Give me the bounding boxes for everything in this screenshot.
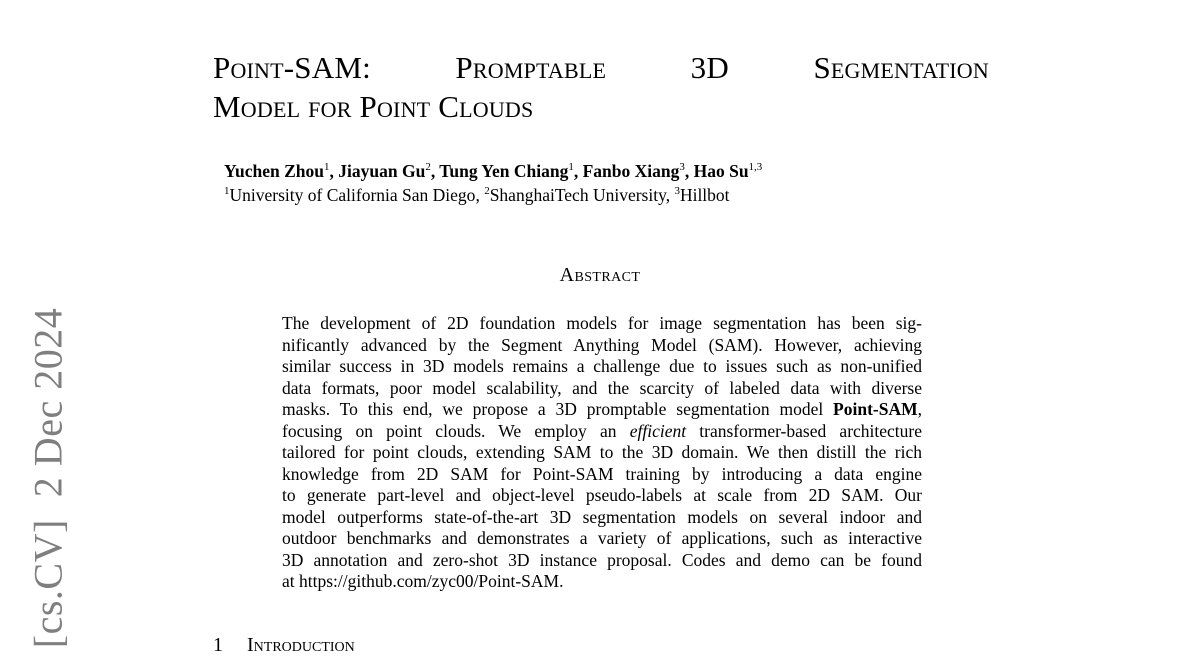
title-line-2: Model for Point Clouds [213, 89, 534, 124]
abstract-line: model outperforms state-of-the-art 3D segmentation models on several indoor and [282, 506, 922, 527]
affiliation: $^1$University of California San Diego, [224, 185, 485, 205]
section-title: Introduction [247, 634, 355, 656]
arxiv-date: 2 Dec 2024 [25, 307, 71, 498]
abstract-line: tailored for point clouds, extending SAM to the 3D domain. We then distill the rich [282, 442, 922, 462]
affiliation: $^3$Hillbot [674, 185, 730, 205]
section-heading [213, 634, 355, 657]
title-word: Point-SAM: [213, 50, 371, 85]
abstract-line: 3D annotation and zero-shot 3D instance proposal. Codes and demo can be found [282, 549, 922, 570]
italic-text: efficient [629, 420, 687, 441]
author-list [224, 160, 762, 182]
paper-title [213, 48, 989, 126]
title-word: Segmentation [813, 50, 989, 85]
arxiv-category: [cs.CV] [25, 519, 71, 649]
abstract-line: outdoor benchmarks and demonstrates a variety of applications, such as interactive [282, 528, 922, 548]
section-number: 1 [213, 634, 223, 656]
affiliation: $^2$ShanghaiTech University, [484, 185, 675, 205]
author: Yuchen Zhou$^1$, [224, 161, 339, 181]
abstract-line: to generate part-level and object-level pseudo-labels at scale from 2D SAM. Our [282, 485, 922, 505]
affiliation-list [224, 184, 730, 206]
abstract-line: The development of 2D foundation models for image segmentation has been sig- [282, 313, 922, 333]
abstract-line: masks. To this end, we propose a 3D promptable segmentation model Point-SAM, [282, 399, 922, 419]
abstract-line: focusing on point clouds. We employ an efficient transformer-based architecture [282, 420, 923, 441]
abstract-heading: Abstract [559, 264, 641, 286]
abstract-line: data formats, poor model scalability, and the scarcity of labeled data with diverse [282, 377, 922, 398]
abstract-line: similar success in 3D models remains a challenge due to issues such as non-unified [282, 356, 922, 376]
bold-text: Point-SAM [833, 399, 918, 419]
author: Hao Su$^{1,3}$ [693, 161, 763, 181]
author: Tung Yen Chiang$^1$, [439, 161, 583, 181]
title-word: 3D [690, 50, 729, 85]
abstract-line: nificantly advanced by the Segment Anything Model (SAM). However, achieving [282, 334, 922, 355]
arxiv-identifier-stamp [25, 308, 72, 648]
author: Fanbo Xiang$^3$, [582, 161, 694, 181]
abstract-line: knowledge from 2D SAM for Point-SAM training by introducing a data engine [282, 463, 922, 484]
author: Jiayuan Gu$^2$, [338, 161, 440, 181]
title-line-1 [213, 48, 989, 87]
abstract-line: at https://github.com/zyc00/Point-SAM. [282, 571, 564, 591]
abstract-body [282, 313, 922, 593]
title-word: Promptable [455, 50, 607, 85]
